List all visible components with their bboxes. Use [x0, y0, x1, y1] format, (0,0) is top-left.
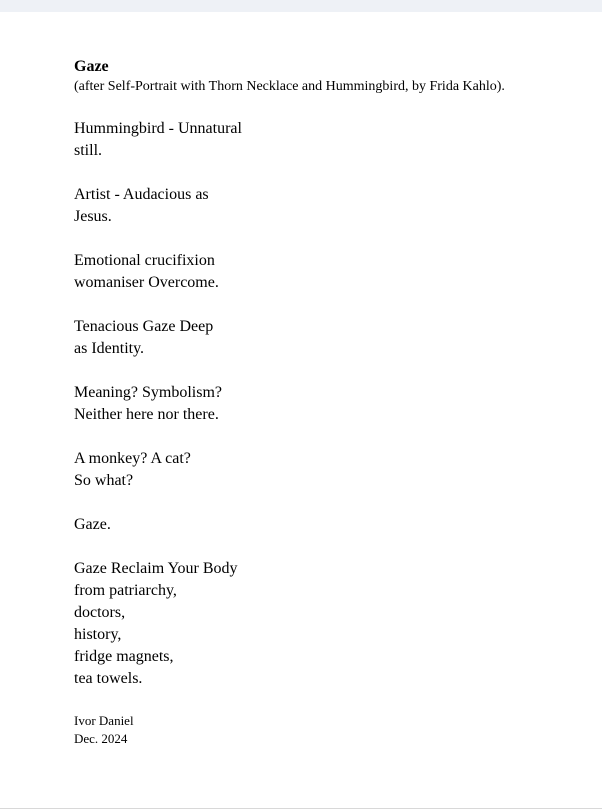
- poem-line: tea towels.: [74, 670, 143, 687]
- poem-title: Gaze: [74, 58, 109, 75]
- poem-line: Hummingbird - Unnatural: [74, 120, 242, 137]
- stanza-3: [74, 250, 584, 294]
- stanza-4: [74, 316, 584, 360]
- poem-line: doctors,: [74, 604, 126, 621]
- stanza-5: [74, 382, 584, 426]
- poem-line: Emotional crucifixion: [74, 252, 215, 269]
- poem-date: Dec. 2024: [74, 731, 128, 746]
- stanza-8: [74, 558, 584, 690]
- poem-body: [74, 118, 584, 690]
- poem-line: Tenacious Gaze Deep: [74, 318, 214, 335]
- poem-line: fridge magnets,: [74, 648, 174, 665]
- poem-line: still.: [74, 142, 103, 159]
- poem-line: So what?: [74, 472, 134, 489]
- poem-line: Neither here nor there.: [74, 406, 219, 423]
- author-name: Ivor Daniel: [74, 713, 134, 728]
- document-page: [74, 57, 584, 748]
- poem-line: Meaning? Symbolism?: [74, 384, 222, 401]
- poem-line: womaniser Overcome.: [74, 274, 219, 291]
- poem-line: from patriarchy,: [74, 582, 177, 599]
- poem-line: history,: [74, 626, 122, 643]
- poem-line: Gaze.: [74, 516, 111, 533]
- top-toolbar-strip: [0, 0, 602, 12]
- stanza-7: [74, 514, 584, 536]
- stanza-6: [74, 448, 584, 492]
- signature-block: [74, 712, 584, 748]
- stanza-1: [74, 118, 584, 162]
- poem-line: Gaze Reclaim Your Body: [74, 560, 238, 577]
- poem-line: as Identity.: [74, 340, 145, 357]
- poem-line: A monkey? A cat?: [74, 450, 191, 467]
- stanza-2: [74, 184, 584, 228]
- poem-line: Jesus.: [74, 208, 112, 225]
- poem-line: Artist - Audacious as: [74, 186, 209, 203]
- poem-subtitle: (after Self-Portrait with Thorn Necklace and Hummingbird, by Frida Kahlo).: [74, 79, 505, 94]
